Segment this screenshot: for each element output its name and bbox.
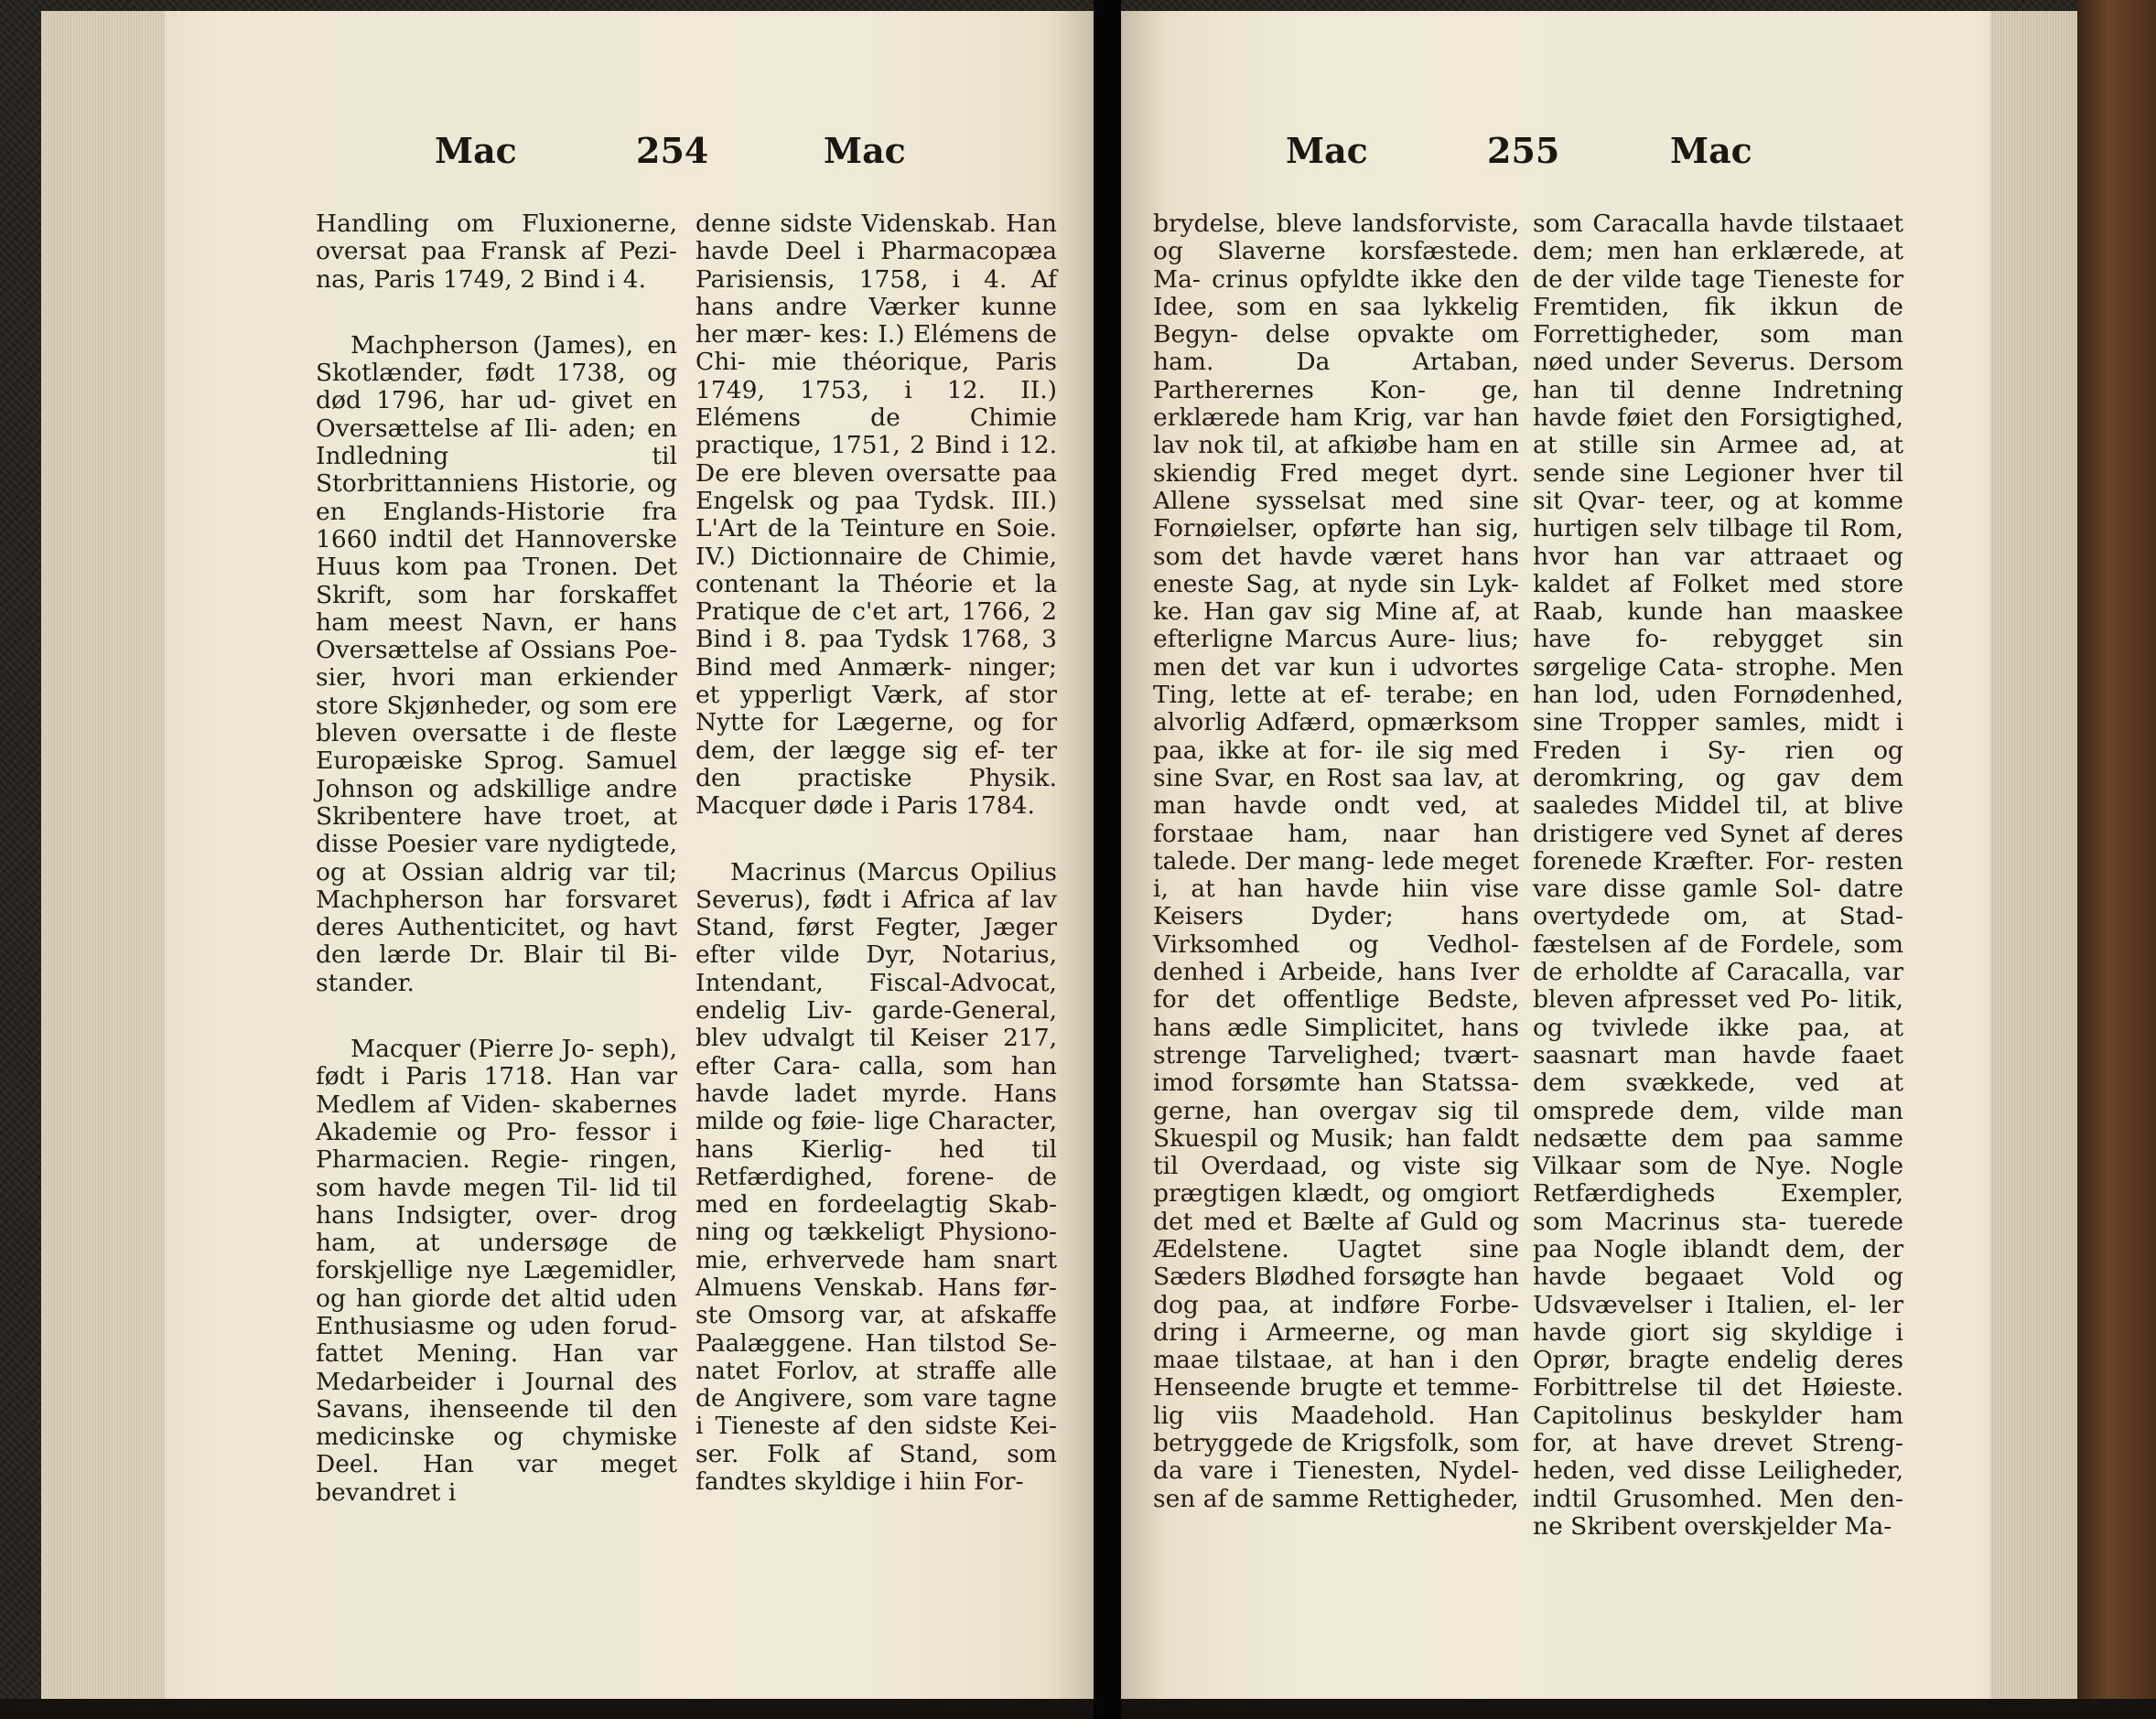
right-header-word: Mac: [1286, 130, 1368, 171]
left-page-number: 254: [636, 130, 709, 171]
page-stack-edge-left: [41, 11, 165, 1699]
page-stack-edge-right: [1990, 11, 2077, 1699]
left-header-word-2: Mac: [824, 130, 906, 171]
left-page-column-2: [695, 210, 1057, 1496]
right-page: [1121, 11, 2077, 1699]
entry-macrinus-continued: brydelse, bleve landsforviste, og Slaverne korsfæstede. Ma- crinus opfyldte ikke den Idee, som en saa lykkelig Begyn- delse opvakte om ham. Da Artaban, Partherernes Kon- ge, erklærede ham Krig, var han lav nok til, at afkiøbe ham en skiendig Fred meget dyrt. Allene sysselsat med sine Fornøielser, opførte han sig, som det havde været hans eneste Sag, at nyde sin Lyk- ke. Han gav sig Mine af, at efterligne Marcus Aure- lius; men det var kun i udvortes Ting, lette at ef- terabe; en alvorlig Adfærd, opmærksom paa, ikke at for- ile sig med sine Svar, en Rost saa lav, at man havde ondt ved, at forstaae ham, naar han talede. Der mang- lede meget i, at han havde hiin vise Keisers Dyder; hans Virksomhed og Vedhol- denhed i Arbeide, hans Iver for det offentlige Bedste, hans ædle Simplicitet, hans strenge Tarvelighed; tvært- imod forsømte han Statssa- gerne, han overgav sig til Skuespil og Musik; han faldt til Overdaad, og viste sig prægtigen klædt, og omgiort det med et Bælte af Guld og Ædelstene. Uagtet sine Sæders Blødhed forsøgte han dog paa, at indføre Forbe- dring i Armeerne, og man maae tilstaae, at han i den Henseende brugte et temme- lig viis Maadehold. Han betryggede de Krigsfolk, som da vare i Tienesten, Nydel- sen af de samme Rettigheder,: [1153, 210, 1519, 1513]
entry-macquer: Macquer (Pierre Jo- seph), født i Paris 1718. Han var Medlem af Viden- skabernes Akademie og Pro- fessor i Pharmacien. Regie- ringen, som havde megen Til- lid til hans Indsigter, over- drog ham, at undersøge de forskjellige nye Lægemidler, og han giorde det altid uden Enthusiasme og uden forud- fattet Mening. Han var Medarbeider i Journal des Savans, ihenseende til den medicinske og chymiske Deel. Han var meget bevandret i: [316, 1035, 677, 1507]
right-page-number: 255: [1487, 130, 1560, 171]
right-page-column-1: [1153, 210, 1519, 1513]
left-page: [41, 11, 1094, 1699]
entry-macrinus: Macrinus (Marcus Opilius Severus), født i Africa af lav Stand, først Fegter, Jæger efter vilde Dyr, Notarius, Intendant, Fiscal-Advocat, endelig Liv- garde-General, blev udvalgt til Keiser 217, efter Cara- calla, som han havde ladet myrde. Hans milde og føie- lige Character, hans Kierlig- hed til Retfærdighed, forene- de med en fordeelagtig Skab- ning og tækkeligt Physiono- mie, erhvervede ham snart Almuens Venskab. Hans før- ste Omsorg var, at afskaffe Paalæggene. Han tilstod Se- natet Forlov, at straffe alle de Angivere, som vare tagne i Tieneste af den sidste Kei- ser. Folk af Stand, som fandtes skyldige i hiin For-: [695, 857, 1057, 1497]
entry-macrinus-continued-2: som Caracalla havde tilstaaet dem; men han erklærede, at de der vilde tage Tieneste for Fremtiden, fik ikkun de Forrettigheder, som man nøed under Severus. Dersom han til denne Indretning havde føiet den Forsigtighed, at stille sin Armee ad, at sende sine Legioner hver til sit Qvar- teer, og at komme hurtigen selv tilbage til Rom, hvor han var attraaet og kaldet af Folket med store Raab, kunde han maaskee have fo- rebygget sin sørgelige Cata- strophe. Men han lod, uden Fornødenhed, sine Tropper samles, midt i Freden i Sy- rien og deromkring, og gav dem saaledes Middel til, at blive dristigere ved Synet af deres forenede Kræfter. For- resten vare disse gamle Sol- datre overtydede om, at Stad- fæstelsen af de Fordele, som de erholdte af Caracalla, var bleven afpresset ved Po- litik, og tvivlede ikke paa, at saasnart man havde faaet dem svækkede, ved at omsprede dem, vilde man nedsætte dem paa samme Vilkaar som de Nye. Nogle Retfærdigheds Exempler, som Macrinus sta- tuerede paa Nogle iblandt dem, der havde begaaet Vold og Udsvævelser i Italien, el- ler havde giort sig skyldige i Oprør, bragte endelig deres Forbittrelse til det Høieste. Capitolinus beskylder ham for, at have drevet Streng- heden, ved disse Leiligheder, indtil Grusomhed. Men den- ne Skribent overskjelder Ma-: [1533, 210, 1903, 1541]
left-header-word: Mac: [435, 130, 517, 171]
left-page-header: [41, 130, 1094, 212]
book-spine-gutter: [1094, 0, 1121, 1719]
entry-macquer-continued: denne sidste Videnskab. Han havde Deel i Pharmacopæa Parisiensis, 1758, i 4. Af hans andre Værker kunne her mær- kes: I.) Elémens de Chi- mie théorique, Paris 1749, 1753, i 12. II.) Elémens de Chimie practique, 1751, 2 Bind i 12. De ere bleven oversatte paa Engelsk og paa Tydsk. III.) L'Art de la Teinture en Soie. IV.) Dictionnaire de Chimie, contenant la Théorie et la Pratique de c'et art, 1766, 2 Bind i 8. paa Tydsk 1768, 3 Bind med Anmærk- ninger; et ypperligt Værk, af stor Nytte for Lægerne, og for dem, der lægge sig ef- ter den practiske Physik. Macquer døde i Paris 1784.: [695, 210, 1057, 821]
entry-machpherson: Machpherson (James), en Skotlænder, født 1738, og død 1796, har ud- givet en Oversættelse af Ili- aden; en Indledning til Storbrittanniens Historie, og en Englands-Historie fra 1660 indtil det Hannoverske Huus kom paa Tronen. Det Skrift, som har forskaffet ham meest Navn, er hans Oversættelse af Ossians Poe- sier, hvori man erkiender store Skjønheder, og som ere bleven oversatte i de fleste Europæiske Sprog. Samuel Johnson og adskillige andre Skribentere have troet, at disse Poesier vare nydigtede, og at Ossian aldrig var til; Machpherson har forsvaret deres Authenticitet, og havt den lærde Dr. Blair til Bi- stander.: [316, 330, 677, 997]
right-page-column-2: [1533, 210, 1903, 1541]
right-header-word-2: Mac: [1670, 130, 1752, 171]
bottom-border: [0, 1699, 2156, 1719]
right-page-header: [1121, 130, 2077, 212]
book-cover-edge: [2077, 0, 2156, 1719]
left-page-column-1: [316, 210, 677, 1507]
entry-continuation: Handling om Fluxionerne, oversat paa Fransk af Pezi- nas, Paris 1749, 2 Bind i 4.: [316, 210, 677, 294]
